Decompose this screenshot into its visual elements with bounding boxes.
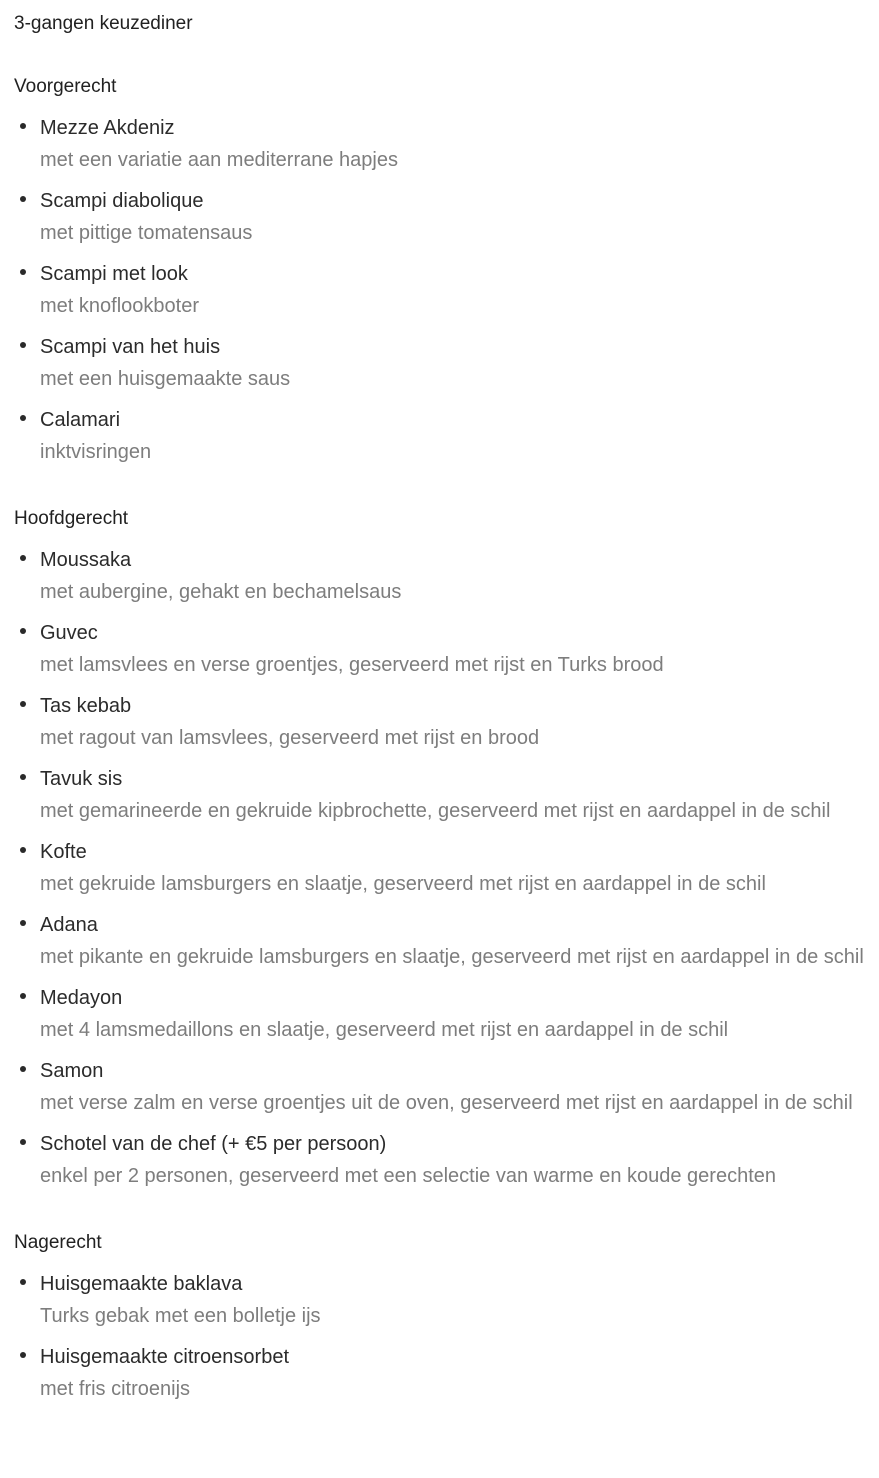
dish-description: Turks gebak met een bolletje ijs (40, 1305, 321, 1327)
dish-name: Schotel van de chef (+ €5 per persoon) (40, 1133, 387, 1155)
bullet-icon (20, 1066, 26, 1072)
bullet-icon (20, 701, 26, 707)
dish-name: Huisgemaakte citroensorbet (40, 1346, 290, 1368)
section-title: Nagerecht (14, 1232, 102, 1253)
list-item (14, 764, 876, 827)
dish-list (14, 545, 876, 1192)
list-item (14, 332, 876, 395)
dish-description: met aubergine, gehakt en bechamelsaus (40, 581, 402, 603)
dish-list (14, 113, 876, 468)
list-item (14, 259, 876, 322)
section-title: Hoofdgerecht (14, 508, 129, 529)
bullet-icon (20, 269, 26, 275)
dish-description: met fris citroenijs (40, 1378, 191, 1400)
bullet-icon (20, 774, 26, 780)
list-item (14, 691, 876, 754)
list-item (14, 1342, 876, 1405)
dish-description: met 4 lamsmedaillons en slaatje, geserveerd met rijst en aardappel in de schil (40, 1019, 729, 1041)
dish-description: met ragout van lamsvlees, geserveerd met rijst en brood (40, 727, 540, 749)
list-item (14, 113, 876, 176)
list-item (14, 1056, 876, 1119)
dish-name: Scampi van het huis (40, 336, 221, 358)
list-item (14, 983, 876, 1046)
list-item (14, 618, 876, 681)
menu-page (14, 0, 876, 1415)
dish-name: Mezze Akdeniz (40, 117, 175, 139)
dish-description: met een huisgemaakte saus (40, 368, 291, 390)
section-hoofdgerecht (14, 507, 876, 1192)
bullet-icon (20, 993, 26, 999)
bullet-icon (20, 920, 26, 926)
bullet-icon (20, 196, 26, 202)
dish-name: Tas kebab (40, 695, 132, 717)
dish-name: Adana (40, 914, 98, 936)
page-title: 3-gangen keuzediner (14, 13, 193, 34)
dish-description: met knoflookboter (40, 295, 199, 317)
bullet-icon (20, 1139, 26, 1145)
dish-description: met een variatie aan mediterrane hapjes (40, 149, 398, 171)
dish-description: met verse zalm en verse groentjes uit de oven, geserveerd met rijst en aardappel in de schil (40, 1092, 853, 1114)
dish-description: met pikante en gekruide lamsburgers en slaatje, geserveerd met rijst en aardappel in de schil (40, 946, 864, 968)
list-item (14, 1129, 876, 1192)
bullet-icon (20, 555, 26, 561)
bullet-icon (20, 342, 26, 348)
dish-name: Calamari (40, 409, 121, 431)
list-item (14, 186, 876, 249)
dish-name: Huisgemaakte baklava (40, 1273, 243, 1295)
bullet-icon (20, 415, 26, 421)
dish-list (14, 1269, 876, 1405)
dish-name: Scampi met look (40, 263, 188, 285)
bullet-icon (20, 123, 26, 129)
dish-name: Kofte (40, 841, 87, 863)
bullet-icon (20, 628, 26, 634)
dish-description: enkel per 2 personen, geserveerd met een selectie van warme en koude gerechten (40, 1165, 777, 1187)
dish-name: Samon (40, 1060, 104, 1082)
dish-description: met pittige tomatensaus (40, 222, 253, 244)
dish-description: met gekruide lamsburgers en slaatje, geserveerd met rijst en aardappel in de schil (40, 873, 766, 895)
bullet-icon (20, 1279, 26, 1285)
section-nagerecht (14, 1231, 876, 1405)
bullet-icon (20, 847, 26, 853)
dish-description: met gemarineerde en gekruide kipbrochette, geserveerd met rijst en aardappel in de schil (40, 800, 831, 822)
dish-name: Medayon (40, 987, 123, 1009)
dish-description: inktvisringen (40, 441, 152, 463)
list-item (14, 1269, 876, 1332)
bullet-icon (20, 1352, 26, 1358)
section-title: Voorgerecht (14, 76, 117, 97)
dish-name: Moussaka (40, 549, 132, 571)
list-item (14, 837, 876, 900)
dish-name: Scampi diabolique (40, 190, 204, 212)
list-item (14, 545, 876, 608)
dish-name: Tavuk sis (40, 768, 123, 790)
dish-description: met lamsvlees en verse groentjes, geserveerd met rijst en Turks brood (40, 654, 664, 676)
list-item (14, 910, 876, 973)
dish-name: Guvec (40, 622, 98, 644)
section-voorgerecht (14, 75, 876, 468)
list-item (14, 405, 876, 468)
